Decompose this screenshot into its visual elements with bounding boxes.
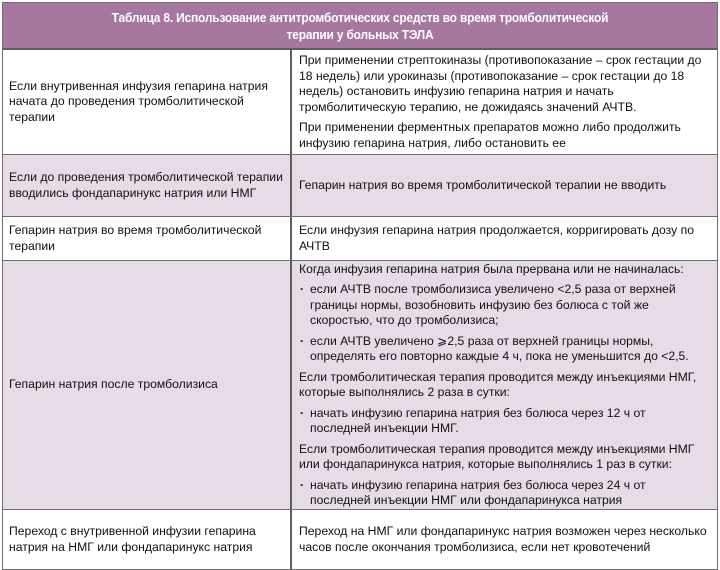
recommendation-paragraph: Если тромболитическая терапия проводится между инъекциями НМГ, которые выполнялись 2 раза в сутки: xyxy=(299,369,697,399)
recommendation-cell xyxy=(292,50,717,154)
bullet-item: · начать инфузию гепарина натрия без болюса через 12 ч от последней инъекции НМГ. xyxy=(299,406,709,437)
recommendation-cell xyxy=(292,155,717,216)
bullet-list xyxy=(299,406,709,437)
recommendation-paragraph: При применении ферментных препаратов можно либо продолжить инфузию гепарина натрия, либо остановить ее xyxy=(299,120,681,150)
recommendation-cell xyxy=(292,510,717,569)
table-row xyxy=(3,217,717,261)
recommendation-paragraph: Если инфузия гепарина натрия продолжается, корригировать дозу по АЧТВ xyxy=(299,223,694,253)
table-row xyxy=(3,50,717,155)
recommendation-cell xyxy=(292,261,717,509)
condition-cell: Гепарин натрия во время тромболитической терапии xyxy=(3,217,292,260)
anticoagulant-table xyxy=(2,2,718,570)
recommendation-paragraph: Если тромболитическая терапия проводится между инъекциями НМГ или фондапаринукса натрия, которые выполнялись 1 раз в сутки: xyxy=(299,441,695,471)
recommendation-paragraph: Когда инфузия гепарина натрия была прервана или не начиналась: xyxy=(299,261,684,276)
bullet-item: · если АЧТВ после тромболизиса увеличено <2,5 раза от верхней границы нормы, возобновить инфузию без болюса с той же скоростью, что до тромболизиса; xyxy=(299,282,709,329)
table-row xyxy=(3,155,717,217)
condition-cell: Если внутривенная инфузия гепарина натрия начата до проведения тромболитической терапии xyxy=(3,50,292,154)
recommendation-paragraph: Гепарин натрия во время тромболитической терапии не вводить xyxy=(299,177,667,192)
table-row xyxy=(3,261,717,510)
bullet-item: · начать инфузию гепарина натрия без болюса через 24 ч от последней инъекции НМГ или фондапаринукса натрия xyxy=(299,478,709,509)
recommendation-paragraph: При применении стрептокиназы (противопоказание – срок гестации до 18 недель) или урокиназы (противопоказание – срок гестации до 18 недель) остановить инфузию гепарина натрия и начать тромболитическую терапию, не дожидаясь значений АЧТВ. xyxy=(299,53,702,114)
table-title: Таблица 8. Использование антитромботических средств во время тромболитической терапии у больных ТЭЛА xyxy=(32,4,689,48)
condition-cell: Если до проведения тромболитической терапии вводились фондапаринукс натрия или НМГ xyxy=(3,155,292,216)
table-row xyxy=(3,510,717,569)
condition-cell: Переход с внутривенной инфузии гепарина натрия на НМГ или фондапаринукс натрия xyxy=(3,510,292,569)
bullet-list xyxy=(299,282,709,365)
recommendation-paragraph: Переход на НМГ или фондапаринукс натрия возможен через несколько часов после окончания тромболизиса, если нет кровотечений xyxy=(299,524,707,554)
condition-cell: Гепарин натрия после тромболизиса xyxy=(3,261,292,509)
table-header xyxy=(3,3,717,50)
bullet-list xyxy=(299,478,709,509)
bullet-item: · если АЧТВ увеличено ⩾2,5 раза от верхней границы нормы, определять его повторно каждые 4 ч, пока не уменьшится до <2,5. xyxy=(299,334,709,365)
recommendation-cell xyxy=(292,217,717,260)
